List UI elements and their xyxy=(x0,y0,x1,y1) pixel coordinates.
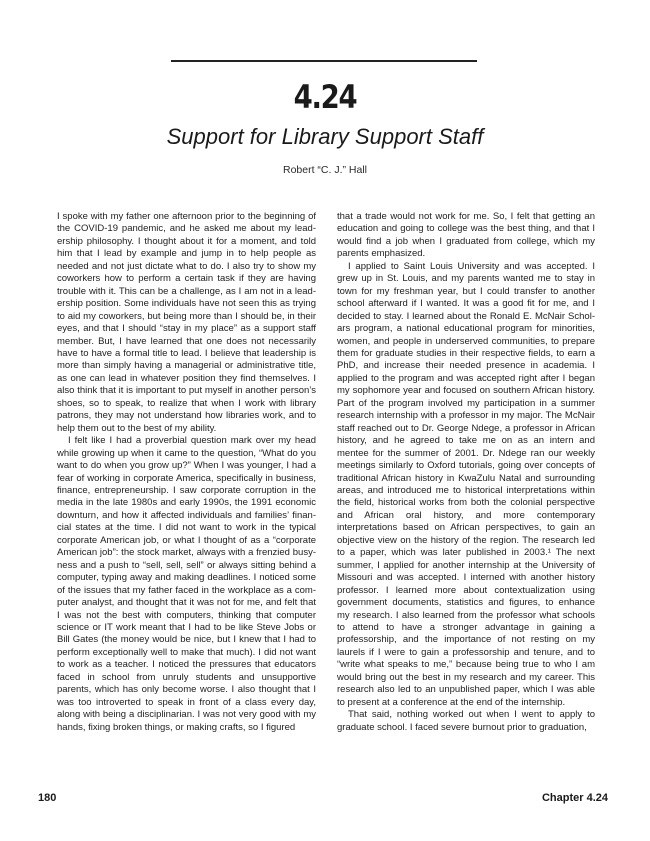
paragraph: I applied to Saint Louis University and was accepted. I grew up in St. Louis, and my parents wanted me to stay in town for my freshman year, but I could transfer to another school afterward if I wanted. It was a good fit for me, and I decided to stay. I learned about the Ronald E. McNair Scholars program, a national educational program for minorities, women, and people in underserved communities, to prepare them for graduate studies in their respective fields, to earn a PhD, and increase their needed presence in academia. I applied to the program and was accepted right after I began my sophomore year and focused on southern African history. Part of the program involved my participation in a summer research internship with a professor in my major. The McNair staff reached out to Dr. George Ndege, a professor in African history, and he agreed to take me on as an intern and mentee for the summer of 2001. Dr. Ndege ran our weekly meetings similarly to Oxford tutorials, going over concepts of traditional African history in KwaZulu Natal and surrounding areas, and introduced me to historical interpretations within the field, historical works from both the colonial perspective and African oral history, and more contemporary interpretations based on African perspectives, to gain an objective view on the history of the region. The research led to a paper, which was later published in 2003.¹ The next summer, I applied for another internship at the University of Missouri and was accepted. I interned with another history professor. I learned more about contextualization using government documents, statistics and figures, to enhance my research. I also learned from the professor what schools to attend to have a stronger advantage in gaining a professorship, and the importance of not resting on my laurels if I were to gain a professorship and tenure, and to “write what speaks to me,” because being true to who I am would bring out the best in my research and my career. This research also led to an unpublished paper, which I was able to present at a conference at the end of the internship. xyxy=(337,260,595,708)
page-number: 180 xyxy=(38,792,57,804)
author-byline: Robert “C. J.” Hall xyxy=(282,164,367,176)
paragraph: I felt like I had a proverbial question mark over my head while growing up when it came to the question, “What do you want to do when you grow up?” When I was younger, I had a fear of working in corporate America, specifically in business, finance, entrepreneurship. I saw corporate corruption in the media in the late 1980s and early 1990s, the 1991 economic downturn, and how it affected individuals and families’ financial states at the time. I did not want to work in the typical corporate American job, or what I thought of as a “corporate American job”: the stock market, always with a frenzied busyness and a push to “sell, sell, sell” or always sitting behind a computer, typing away and making deadlines. I noticed some of the issues that my father faced in the workplace as a computer analyst, and thought that it was not for me, and felt that I was not the best with computers, thinking that computer science or IT work meant that I had to be like Steve Jobs or Bill Gates (the money would be nice, but I knew that I had to perform exceptionally well to make that much). I did not want to work as a teacher. I noticed the pressures that educators faced in school from unruly students and unsupportive parents, which has only become worse. I also thought that I was too introverted to speak in front of a class every day, along with being a disciplinarian. I was not very good with my hands, fixing broken things, or making crafts, so I figured xyxy=(57,435,316,733)
left-column xyxy=(57,211,316,734)
running-footer: Chapter 4.24 xyxy=(541,792,608,804)
chapter-number: 4.24 xyxy=(293,78,357,116)
chapter-title: Support for Library Support Staff xyxy=(166,124,484,149)
paragraph: I spoke with my father one afternoon prior to the beginning of the COVID-19 pandemic, and he asked me about my leadership philosophy. I thought about it for a moment, and told him that I lead by example and jump in to help people as needed and not just dictate what to do. I also try to show my coworkers how to perform a certain task if they are having trouble with it. This can be a challenge, as I am not in a leadership position. Some individuals have not seen this as trying to aid my coworkers, but being more than I should be, in their eyes, and that I should “stay in my place” as a support staff member. But, I have learned that one does not necessarily have to have a formal title to lead. I believe that leadership is more than simply having a managerial or administrative title, as one can lead in whatever position they find themselves. I also think that it is important to put myself in another person’s shoes, so to speak, to realize that when I work with library patrons, they may not understand how libraries work, and to help them out to the best of my ability. xyxy=(57,211,316,434)
paragraph: That said, nothing worked out when I went to apply to graduate school. I faced severe burnout prior to graduation, xyxy=(337,709,595,733)
right-column xyxy=(337,211,595,734)
paragraph: that a trade would not work for me. So, I felt that getting an education and going to college was the best thing, and that I would find a job when I graduated from college, which my parents emphasized. xyxy=(337,211,595,260)
top-rule xyxy=(171,60,477,62)
